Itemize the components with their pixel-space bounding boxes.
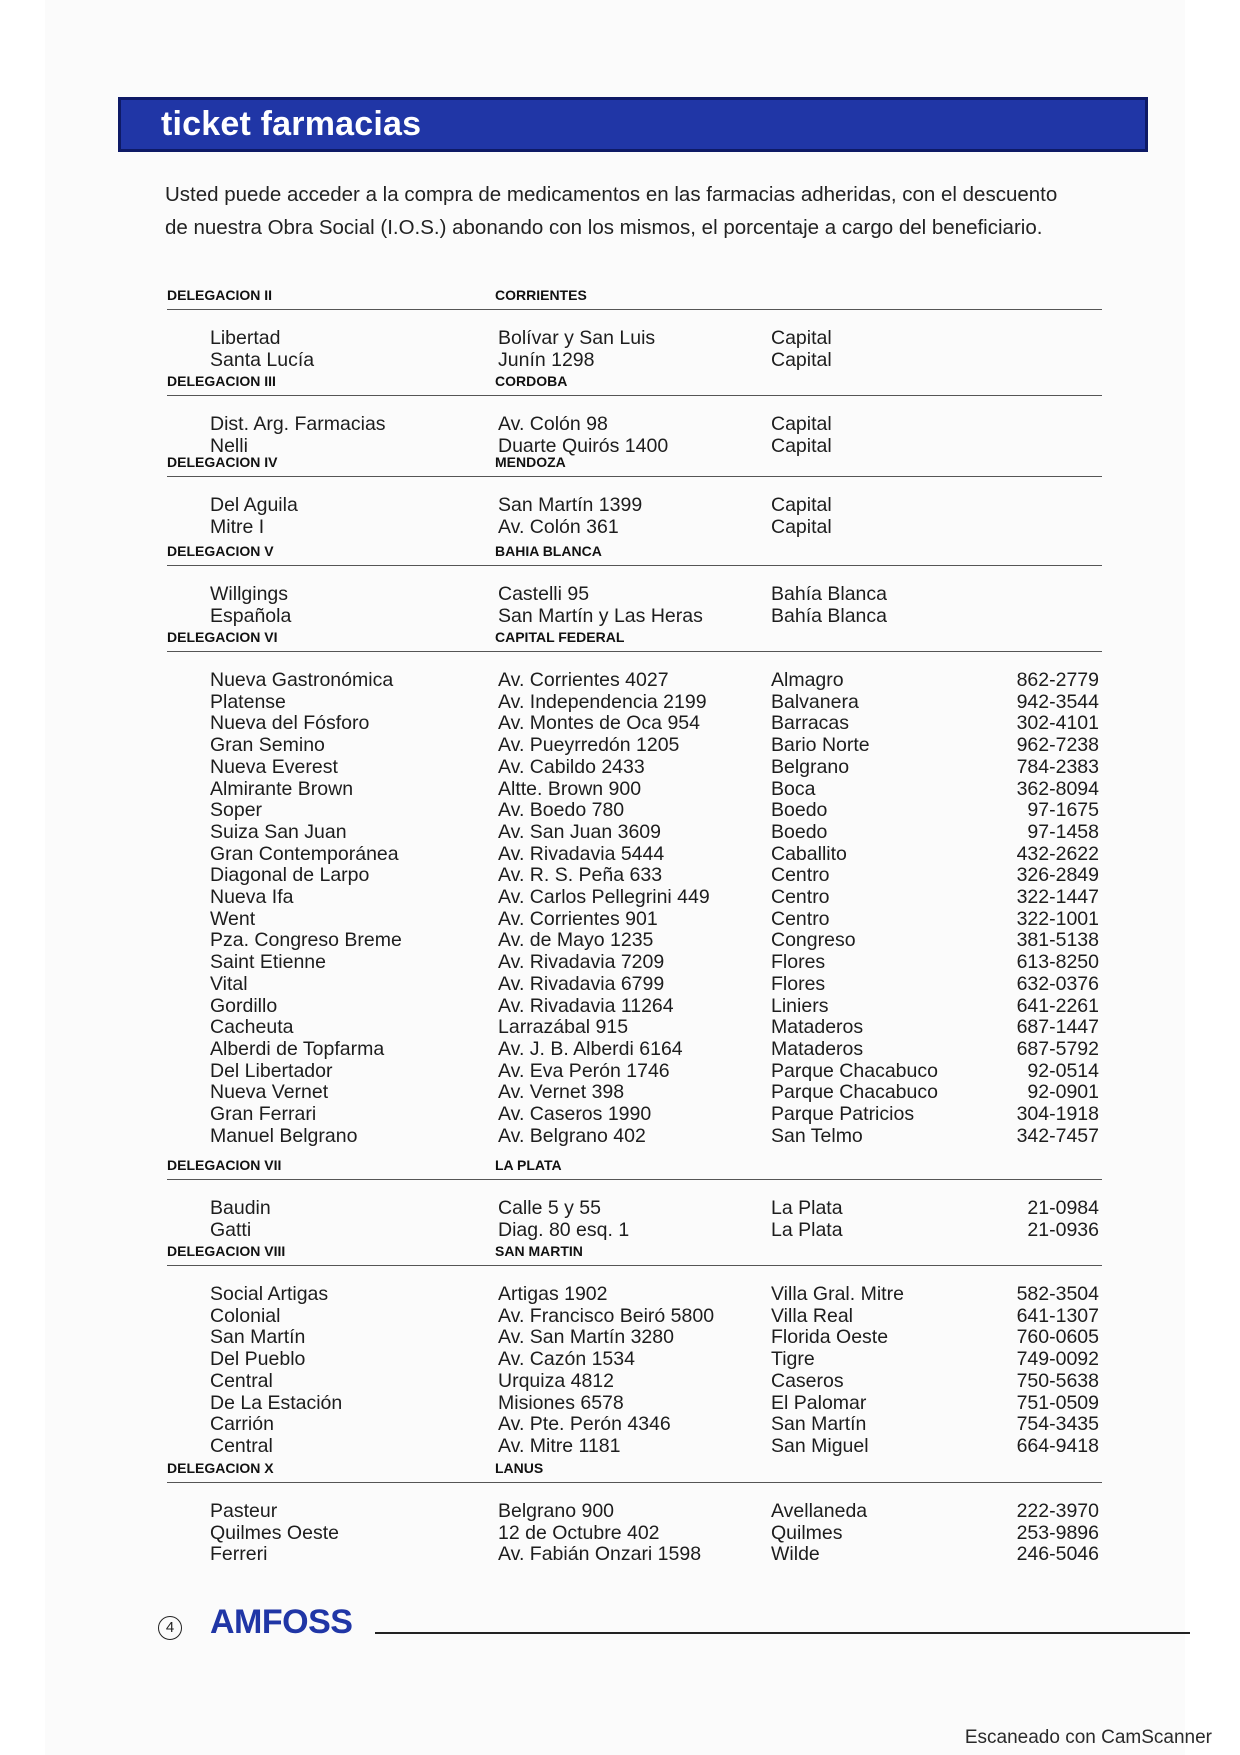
section-divider [167, 1482, 1102, 1483]
provincia-label: LA PLATA [495, 1157, 562, 1173]
pharmacy-locality: Capital [771, 515, 832, 538]
pharmacy-address: San Martín y Las Heras [498, 604, 703, 627]
pharmacy-row [0, 516, 1240, 538]
scanner-watermark: Escaneado con CamScanner [964, 1727, 1212, 1748]
section-divider [167, 309, 1102, 310]
section-divider [167, 395, 1102, 396]
pharmacy-address: Av. Eva Perón 1746 [498, 1059, 670, 1082]
pharmacy-row [0, 494, 1240, 516]
pharmacy-name: Colonial [210, 1304, 281, 1327]
delegacion-label: DELEGACION VIII [167, 1243, 286, 1259]
pharmacy-address: Av. de Mayo 1235 [498, 929, 654, 952]
pharmacy-locality: Centro [771, 907, 830, 930]
provincia-label: BAHIA BLANCA [495, 543, 602, 559]
pharmacy-phone: 342-7457 [1016, 1124, 1099, 1147]
pharmacy-locality: Bahía Blanca [771, 583, 888, 605]
pharmacy-row [0, 756, 1240, 778]
pharmacy-name: Libertad [210, 327, 281, 349]
pharmacy-row [0, 995, 1240, 1017]
pharmacy-phone: 222-3970 [1016, 1500, 1099, 1522]
pharmacy-row [0, 1060, 1240, 1082]
pharmacy-locality: Boedo [771, 799, 828, 822]
pharmacy-row [0, 691, 1240, 713]
pharmacy-row [0, 1500, 1240, 1522]
pharmacy-locality: Almagro [771, 669, 844, 691]
pharmacy-phone: 326-2849 [1016, 864, 1099, 887]
pharmacy-locality: Parque Chacabuco [771, 1059, 938, 1082]
pharmacy-locality: Villa Real [771, 1304, 854, 1327]
pharmacy-row [0, 821, 1240, 843]
pharmacy-name: Cacheuta [210, 1016, 294, 1039]
pharmacy-row [0, 1543, 1240, 1565]
pharmacy-locality: Barracas [771, 712, 850, 735]
pharmacy-row [0, 1283, 1240, 1305]
pharmacy-row [0, 1348, 1240, 1370]
pharmacy-phone: 664-9418 [1016, 1434, 1099, 1457]
pharmacy-address: Av. Boedo 780 [498, 799, 625, 822]
pharmacy-address: 12 de Octubre 402 [498, 1521, 660, 1544]
pharmacy-name: Diagonal de Larpo [210, 864, 370, 887]
pharmacy-name: Gran Ferrari [210, 1103, 317, 1125]
delegacion-label: DELEGACION IV [167, 454, 278, 470]
intro-line: de nuestra Obra Social (I.O.S.) abonando con los mismos, el porcentaje a cargo del beneficiario. [165, 216, 1043, 239]
pharmacy-locality: Capital [771, 348, 832, 371]
pharmacy-name: Ferreri [210, 1543, 268, 1566]
pharmacy-phone: 92-0514 [1027, 1059, 1099, 1082]
pharmacy-row [0, 908, 1240, 930]
pharmacy-name: Willgings [210, 583, 289, 605]
pharmacy-phone: 751-0509 [1016, 1391, 1099, 1414]
pharmacy-name: Almirante Brown [210, 777, 354, 800]
pharmacy-locality: Congreso [771, 929, 856, 952]
pharmacy-phone: 750-5638 [1016, 1369, 1099, 1392]
pharmacy-address: Av. Caseros 1990 [498, 1103, 652, 1125]
pharmacy-phone: 613-8250 [1016, 951, 1099, 974]
pharmacy-name: San Martín [210, 1326, 306, 1349]
pharmacy-phone: 97-1675 [1027, 799, 1099, 822]
pharmacy-address: Av. Cazón 1534 [498, 1348, 635, 1371]
pharmacy-row [0, 583, 1240, 605]
provincia-label: SAN MARTIN [495, 1243, 583, 1259]
section-header [0, 1243, 1240, 1267]
pharmacy-locality: Balvanera [771, 690, 859, 713]
pharmacy-row [0, 1326, 1240, 1348]
pharmacy-phone: 92-0901 [1027, 1081, 1099, 1104]
pharmacy-name: Vital [210, 972, 248, 995]
pharmacy-row [0, 778, 1240, 800]
pharmacy-address: Misiones 6578 [498, 1391, 624, 1414]
section-divider [167, 1265, 1102, 1266]
pharmacy-phone: 21-0936 [1027, 1218, 1099, 1241]
pharmacy-name: Baudin [210, 1197, 271, 1219]
pharmacy-row [0, 1305, 1240, 1327]
pharmacy-name: Suiza San Juan [210, 820, 347, 843]
pharmacy-name: Quilmes Oeste [210, 1521, 339, 1544]
pharmacy-address: Av. Cabildo 2433 [498, 755, 645, 778]
pharmacy-locality: La Plata [771, 1218, 843, 1241]
pharmacy-name: Nueva del Fósforo [210, 712, 370, 735]
pharmacy-locality: Flores [771, 951, 826, 974]
pharmacy-row [0, 1219, 1240, 1241]
pharmacy-address: Av. Corrientes 4027 [498, 669, 669, 691]
pharmacy-phone: 322-1001 [1016, 907, 1099, 930]
pharmacy-address: Belgrano 900 [498, 1500, 615, 1522]
provincia-label: LANUS [495, 1460, 544, 1476]
pharmacy-locality: Mataderos [771, 1037, 864, 1060]
pharmacy-phone: 749-0092 [1016, 1348, 1099, 1371]
delegacion-label: DELEGACION X [167, 1460, 274, 1476]
delegacion-label: DELEGACION II [167, 287, 273, 303]
pharmacy-name: Del Libertador [210, 1059, 333, 1082]
pharmacy-name: Carrión [210, 1413, 274, 1436]
delegacion-label: DELEGACION VI [167, 629, 278, 645]
pharmacy-address: Av. Pte. Perón 4346 [498, 1413, 671, 1436]
provincia-label: CAPITAL FEDERAL [495, 629, 625, 645]
pharmacy-row [0, 327, 1240, 349]
pharmacy-locality: Villa Gral. Mitre [771, 1283, 904, 1305]
pharmacy-row [0, 734, 1240, 756]
pharmacy-address: Diag. 80 esq. 1 [498, 1218, 630, 1241]
pharmacy-phone: 962-7238 [1016, 734, 1099, 757]
page-title: ticket farmacias [161, 105, 422, 143]
pharmacy-address: Junín 1298 [498, 348, 595, 371]
pharmacy-phone: 362-8094 [1016, 777, 1099, 800]
pharmacy-locality: Avellaneda [771, 1500, 868, 1522]
pharmacy-phone: 687-1447 [1016, 1016, 1099, 1039]
pharmacy-address: Av. Independencia 2199 [498, 690, 707, 713]
pharmacy-row [0, 973, 1240, 995]
section-divider [167, 476, 1102, 477]
provincia-label: CORDOBA [495, 373, 568, 389]
pharmacy-name: Del Pueblo [210, 1348, 306, 1371]
pharmacy-row [0, 349, 1240, 371]
pharmacy-locality: Parque Chacabuco [771, 1081, 938, 1104]
pharmacy-locality: Liniers [771, 994, 829, 1017]
provincia-label: CORRIENTES [495, 287, 587, 303]
pharmacy-name: Dist. Arg. Farmacias [210, 413, 386, 435]
pharmacy-phone: 381-5138 [1016, 929, 1099, 952]
delegacion-label: DELEGACION VII [167, 1157, 282, 1173]
pharmacy-locality: Capital [771, 494, 832, 516]
pharmacy-row [0, 1103, 1240, 1125]
pharmacy-phone: 322-1447 [1016, 886, 1099, 908]
delegacion-label: DELEGACION V [167, 543, 274, 559]
pharmacy-name: Alberdi de Topfarma [210, 1037, 385, 1060]
pharmacy-phone: 432-2622 [1016, 842, 1099, 865]
pharmacy-name: Platense [210, 690, 286, 713]
section-header [0, 1460, 1240, 1484]
pharmacy-row [0, 799, 1240, 821]
section-header [0, 1157, 1240, 1181]
delegacion-label: DELEGACION III [167, 373, 276, 389]
pharmacy-locality: La Plata [771, 1197, 843, 1219]
pharmacy-name: Central [210, 1434, 273, 1457]
pharmacy-row [0, 605, 1240, 627]
pharmacy-name: Central [210, 1369, 273, 1392]
pharmacy-locality: Caseros [771, 1369, 844, 1392]
pharmacy-row [0, 1392, 1240, 1414]
section-header [0, 373, 1240, 397]
pharmacy-name: Gordillo [210, 994, 278, 1017]
pharmacy-row [0, 886, 1240, 908]
pharmacy-address: Av. Colón 361 [498, 515, 619, 538]
pharmacy-name: Mitre I [210, 515, 265, 538]
pharmacy-row [0, 864, 1240, 886]
footer-divider [375, 1632, 1190, 1634]
pharmacy-name: Nueva Everest [210, 755, 338, 778]
pharmacy-name: Social Artigas [210, 1283, 329, 1305]
pharmacy-phone: 784-2383 [1016, 755, 1099, 778]
pharmacy-row [0, 1081, 1240, 1103]
pharmacy-locality: Centro [771, 886, 830, 908]
pharmacy-address: Av. Vernet 398 [498, 1081, 625, 1104]
pharmacy-address: Av. Carlos Pellegrini 449 [498, 886, 710, 908]
pharmacy-address: Av. J. B. Alberdi 6164 [498, 1037, 683, 1060]
pharmacy-locality: Capital [771, 413, 832, 435]
pharmacy-name: Santa Lucía [210, 348, 315, 371]
page-number: 4 [158, 1616, 182, 1640]
pharmacy-address: Altte. Brown 900 [498, 777, 642, 800]
title-banner [118, 97, 1148, 152]
pharmacy-phone: 687-5792 [1016, 1037, 1099, 1060]
pharmacy-row [0, 1413, 1240, 1435]
pharmacy-address: Bolívar y San Luis [498, 327, 656, 349]
pharmacy-name: Soper [210, 799, 263, 822]
pharmacy-name: Manuel Belgrano [210, 1124, 358, 1147]
pharmacy-row [0, 1522, 1240, 1544]
pharmacy-address: Av. Francisco Beiró 5800 [498, 1304, 715, 1327]
pharmacy-locality: Florida Oeste [771, 1326, 889, 1349]
pharmacy-phone: 253-9896 [1016, 1521, 1099, 1544]
pharmacy-row [0, 843, 1240, 865]
pharmacy-address: Artigas 1902 [498, 1283, 608, 1305]
section-header [0, 543, 1240, 567]
pharmacy-address: Larrazábal 915 [498, 1016, 629, 1039]
pharmacy-address: Av. Belgrano 402 [498, 1124, 646, 1147]
pharmacy-address: Av. Rivadavia 5444 [498, 842, 665, 865]
pharmacy-phone: 641-2261 [1016, 994, 1099, 1017]
pharmacy-name: Nelli [210, 434, 248, 457]
section-divider [167, 651, 1102, 652]
pharmacy-phone: 862-2779 [1016, 669, 1099, 691]
pharmacy-address: Av. Colón 98 [498, 413, 608, 435]
section-divider [167, 565, 1102, 566]
pharmacy-row [0, 929, 1240, 951]
pharmacy-name: Española [210, 604, 292, 627]
pharmacy-address: Urquiza 4812 [498, 1369, 614, 1392]
pharmacy-locality: Bario Norte [771, 734, 870, 757]
pharmacy-locality: Belgrano [771, 755, 850, 778]
pharmacy-locality: San Martín [771, 1413, 867, 1436]
section-header [0, 629, 1240, 653]
pharmacy-address: Av. San Martín 3280 [498, 1326, 674, 1349]
pharmacy-phone: 641-1307 [1016, 1304, 1099, 1327]
pharmacy-address: Duarte Quirós 1400 [498, 434, 669, 457]
pharmacy-row [0, 951, 1240, 973]
pharmacy-name: Gran Semino [210, 734, 325, 757]
section-divider [167, 1179, 1102, 1180]
pharmacy-address: Calle 5 y 55 [498, 1197, 601, 1219]
pharmacy-phone: 582-3504 [1016, 1283, 1099, 1305]
pharmacy-address: Av. Fabián Onzari 1598 [498, 1543, 702, 1566]
pharmacy-row [0, 413, 1240, 435]
pharmacy-row [0, 1125, 1240, 1147]
pharmacy-phone: 754-3435 [1016, 1413, 1099, 1436]
pharmacy-row [0, 1197, 1240, 1219]
pharmacy-locality: San Miguel [771, 1434, 869, 1457]
pharmacy-address: Av. Rivadavia 6799 [498, 972, 665, 995]
pharmacy-address: Castelli 95 [498, 583, 590, 605]
pharmacy-name: Gran Contemporánea [210, 842, 399, 865]
pharmacy-row [0, 1038, 1240, 1060]
pharmacy-address: Av. Rivadavia 11264 [498, 994, 674, 1017]
pharmacy-address: Av. Montes de Oca 954 [498, 712, 700, 735]
intro-line: Usted puede acceder a la compra de medicamentos en las farmacias adheridas, con el descuento [165, 183, 1058, 206]
pharmacy-name: Nueva Ifa [210, 886, 294, 908]
pharmacy-locality: Capital [771, 434, 832, 457]
pharmacy-locality: Centro [771, 864, 830, 887]
pharmacy-locality: Boca [771, 777, 816, 800]
pharmacy-locality: Quilmes [771, 1521, 843, 1544]
pharmacy-row [0, 712, 1240, 734]
pharmacy-address: Av. Pueyrredón 1205 [498, 734, 680, 757]
pharmacy-locality: Wilde [771, 1543, 820, 1566]
pharmacy-locality: Mataderos [771, 1016, 864, 1039]
pharmacy-phone: 21-0984 [1027, 1197, 1099, 1219]
pharmacy-row [0, 1016, 1240, 1038]
pharmacy-locality: Parque Patricios [771, 1103, 915, 1125]
section-header [0, 454, 1240, 478]
pharmacy-phone: 304-1918 [1016, 1103, 1099, 1125]
pharmacy-address: San Martín 1399 [498, 494, 643, 516]
pharmacy-name: Nueva Gastronómica [210, 669, 394, 691]
pharmacy-name: Del Aguila [210, 494, 298, 516]
pharmacy-address: Av. R. S. Peña 633 [498, 864, 663, 887]
pharmacy-phone: 942-3544 [1016, 690, 1099, 713]
pharmacy-name: Gatti [210, 1218, 252, 1241]
pharmacy-phone: 302-4101 [1016, 712, 1099, 735]
pharmacy-phone: 246-5046 [1016, 1543, 1099, 1566]
pharmacy-locality: Flores [771, 972, 826, 995]
pharmacy-name: Pasteur [210, 1500, 278, 1522]
provincia-label: MENDOZA [495, 454, 566, 470]
pharmacy-locality: Boedo [771, 820, 828, 843]
pharmacy-locality: Caballito [771, 842, 847, 865]
pharmacy-locality: El Palomar [771, 1391, 867, 1414]
pharmacy-phone: 760-0605 [1016, 1326, 1099, 1349]
pharmacy-row [0, 1370, 1240, 1392]
pharmacy-locality: Bahía Blanca [771, 604, 888, 627]
pharmacy-address: Av. Corrientes 901 [498, 907, 658, 930]
pharmacy-address: Av. San Juan 3609 [498, 820, 661, 843]
pharmacy-name: Saint Etienne [210, 951, 327, 974]
pharmacy-locality: Capital [771, 327, 832, 349]
pharmacy-phone: 632-0376 [1016, 972, 1099, 995]
pharmacy-address: Av. Mitre 1181 [498, 1434, 621, 1457]
intro-paragraph [165, 178, 1165, 244]
pharmacy-row [0, 1435, 1240, 1457]
pharmacy-name: Nueva Vernet [210, 1081, 329, 1104]
section-header [0, 287, 1240, 311]
pharmacy-name: Pza. Congreso Breme [210, 929, 402, 952]
pharmacy-phone: 97-1458 [1027, 820, 1099, 843]
brand-logo: AMFOSS [210, 1603, 353, 1641]
pharmacy-row [0, 669, 1240, 691]
pharmacy-locality: Tigre [771, 1348, 815, 1371]
pharmacy-address: Av. Rivadavia 7209 [498, 951, 665, 974]
pharmacy-locality: San Telmo [771, 1124, 863, 1147]
pharmacy-name: Went [210, 907, 256, 930]
pharmacy-name: De La Estación [210, 1391, 343, 1414]
